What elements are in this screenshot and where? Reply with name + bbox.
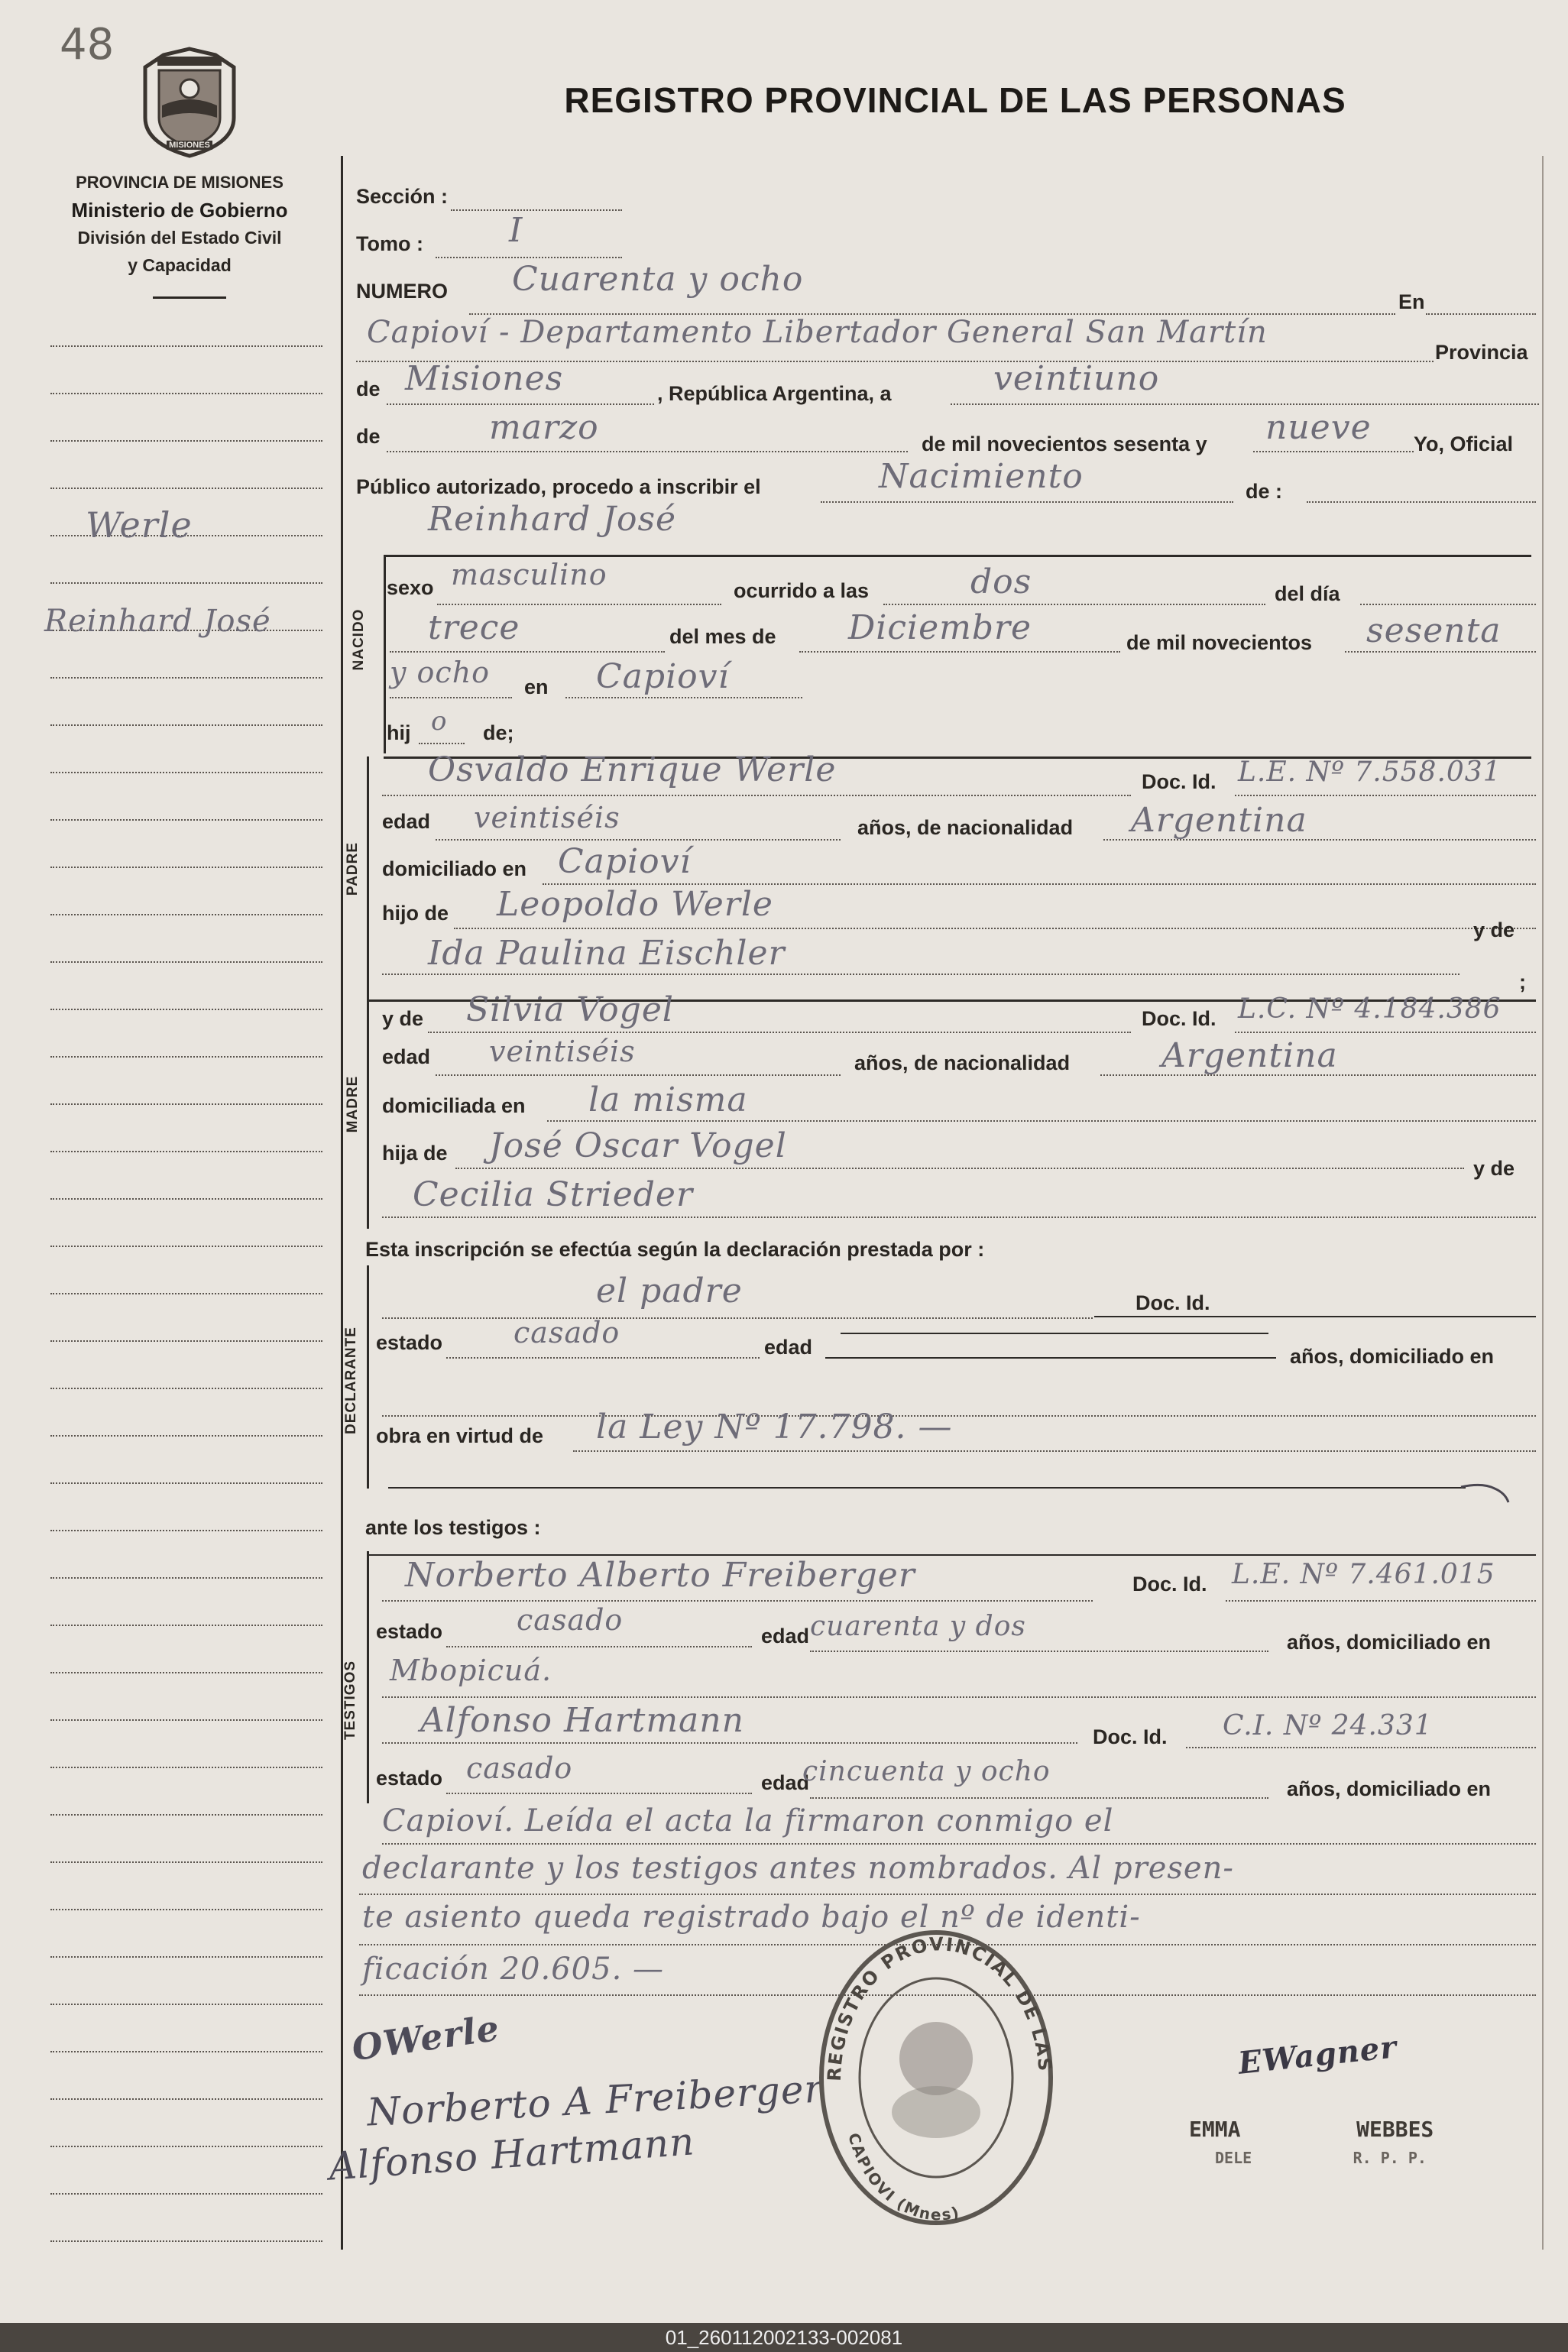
- closing-line-2: [359, 1894, 1536, 1895]
- coat-of-arms-emblem: [136, 44, 243, 159]
- label-testigo2-doc: Doc. Id.: [1093, 1725, 1168, 1748]
- label-testigo2-edad: edad: [761, 1771, 810, 1794]
- label-padre-nacionalidad: años, de nacionalidad: [857, 816, 1074, 839]
- label-publico: Público autorizado, procedo a inscribir el: [356, 475, 761, 498]
- padre-side-rule: [367, 756, 369, 1001]
- value-testigo1-doc: L.E. Nº 7.461.015: [1232, 1559, 1495, 1590]
- tomo-line: [436, 257, 622, 258]
- margin-rule: [50, 772, 322, 773]
- closing-text-2: declarante y los testigos antes nombrados. Al presen-: [362, 1851, 1234, 1886]
- label-hij: hij: [387, 721, 411, 744]
- declarante-line: [382, 1317, 1093, 1319]
- label-declarante-anios: años, domiciliado en: [1290, 1345, 1495, 1368]
- seal-label: MISIONES: [167, 141, 212, 150]
- label-obra: obra en virtud de: [376, 1424, 544, 1447]
- margin-rule: [50, 1625, 322, 1626]
- margin-rule: [50, 345, 322, 347]
- margin-rule: [50, 1956, 322, 1958]
- margin-rule: [50, 1909, 322, 1910]
- label-testigo2-anios: años, domiciliado en: [1287, 1777, 1492, 1800]
- label-testigos-intro: ante los testigos :: [365, 1516, 541, 1539]
- value-testigo1-dom: Mbopicuá.: [390, 1654, 552, 1687]
- label-padre-dom: domiciliado en: [382, 857, 527, 880]
- hora-line: [883, 604, 1265, 605]
- padre-nombre-line: [382, 795, 1131, 796]
- stamp-ring-text: REGISTRO PROVINCIAL DE LAS: [823, 1933, 1056, 2082]
- margin-rule: [50, 2051, 322, 2052]
- value-dia-registro: veintiuno: [993, 359, 1160, 398]
- madre-side-rule: [367, 999, 369, 1229]
- dia-nac-line: [390, 651, 665, 653]
- declarante-doc-rule: [1094, 1316, 1536, 1317]
- margin-rule: [50, 440, 322, 442]
- right-border-rule: [1542, 156, 1544, 2250]
- value-anio-nac-2: y ocho: [390, 656, 491, 689]
- official-title: DELE R. P. P.: [1215, 2149, 1427, 2167]
- label-madre-y-de-2: y de: [1473, 1157, 1515, 1180]
- declarante-edad-rule-1: [841, 1333, 1268, 1334]
- value-padre-doc: L.E. Nº 7.558.031: [1238, 756, 1502, 788]
- nacido-side-rule: [384, 555, 386, 753]
- mes-registro-line: [387, 451, 908, 452]
- seccion-line: [451, 209, 622, 211]
- value-lugar-nac: Capioví: [596, 657, 730, 696]
- section-nacido: NACIDO: [351, 608, 367, 671]
- hij-suffix-line: [419, 743, 465, 744]
- image-caption: 01_260112002133-002081: [0, 2323, 1568, 2352]
- value-testigo2-edad: cincuenta y ocho: [802, 1756, 1051, 1787]
- margin-rule: [50, 1056, 322, 1058]
- margin-rule: [50, 1293, 322, 1294]
- margin-rule: [50, 1577, 322, 1579]
- label-padre-doc: Doc. Id.: [1142, 770, 1216, 793]
- value-padre-dom: Capioví: [558, 842, 692, 881]
- value-madre-nac: Argentina: [1161, 1036, 1338, 1075]
- value-testigo1: Norberto Alberto Freiberger: [405, 1556, 915, 1595]
- label-testigo1-anios: años, domiciliado en: [1287, 1631, 1492, 1654]
- value-testigo2: Alfonso Hartmann: [420, 1701, 744, 1740]
- label-testigo1-edad: edad: [761, 1625, 810, 1647]
- margin-rule: [50, 1530, 322, 1531]
- value-padre-nombre: Osvaldo Enrique Werle: [428, 750, 837, 789]
- madre-nombre-line: [428, 1032, 1131, 1033]
- value-madre-dom: la misma: [588, 1080, 748, 1119]
- value-sexo: masculino: [451, 558, 607, 591]
- value-hijo-suffix: o: [431, 706, 448, 737]
- label-ocurrido: ocurrido a las: [734, 579, 870, 602]
- anio-nac-line: [1345, 651, 1536, 653]
- margin-rule: [50, 2146, 322, 2147]
- label-tomo: Tomo :: [356, 232, 423, 255]
- label-madre-dom: domiciliada en: [382, 1094, 526, 1117]
- margin-rule: [50, 914, 322, 915]
- margin-rule: [50, 1340, 322, 1342]
- label-madre-hija-de: hija de: [382, 1142, 448, 1165]
- testigo1-dom-line: [382, 1696, 1536, 1698]
- margin-rule: [50, 2240, 322, 2242]
- label-testigo1-doc: Doc. Id.: [1132, 1573, 1207, 1596]
- label-de-semicolon: de;: [483, 721, 514, 744]
- section-padre: PADRE: [345, 841, 361, 896]
- margin-rule: [50, 1482, 322, 1484]
- page-number: 48: [60, 20, 115, 70]
- margin-rule: [50, 677, 322, 679]
- label-en-lugar: en: [524, 675, 549, 698]
- org-capacity: y Capacidad: [128, 255, 232, 275]
- testigo1-line: [382, 1600, 1093, 1602]
- closing-text-4: ficación 20.605. —: [362, 1952, 664, 1987]
- label-provincia: Provincia: [1435, 341, 1528, 364]
- madre-edad-line: [436, 1074, 841, 1076]
- en-trail-line: [1426, 313, 1536, 315]
- margin-rule: [50, 1009, 322, 1010]
- value-anio-registro: nueve: [1265, 408, 1372, 447]
- value-madre-madre: Cecilia Strieder: [413, 1175, 693, 1214]
- label-mil-sesenta: de mil novecientos sesenta y: [922, 432, 1207, 455]
- anio-nac-2-line: [390, 697, 512, 698]
- nacido-top-rule: [384, 555, 1531, 557]
- margin-rule: [50, 2004, 322, 2005]
- margin-rule: [50, 961, 322, 963]
- margin-given-names: Reinhard José: [44, 604, 271, 639]
- label-madre-nacionalidad: años, de nacionalidad: [854, 1051, 1071, 1074]
- padre-doc-line: [1235, 795, 1536, 796]
- label-sexo: sexo: [387, 576, 434, 599]
- value-padre-madre: Ida Paulina Eischler: [428, 934, 786, 973]
- sexo-line: [437, 604, 721, 605]
- value-testigo2-doc: C.I. Nº 24.331: [1223, 1710, 1433, 1741]
- org-divider: [153, 296, 226, 299]
- section-madre: MADRE: [345, 1075, 361, 1133]
- value-obra: la Ley Nº 17.798. —: [596, 1408, 953, 1447]
- margin-rule: [50, 582, 322, 584]
- value-mes-registro: marzo: [489, 408, 599, 447]
- value-lugar: Capioví - Departamento Libertador General San Martín: [367, 315, 1268, 350]
- anio-registro-line: [1253, 451, 1414, 452]
- value-padre-nac: Argentina: [1131, 801, 1307, 840]
- margin-rule: [50, 1672, 322, 1673]
- margin-rule: [50, 1435, 322, 1437]
- label-mil-novecientos: de mil novecientos: [1126, 631, 1313, 654]
- value-madre-nombre: Silvia Vogel: [466, 990, 674, 1029]
- margin-rule: [50, 1246, 322, 1247]
- label-declarante-estado: estado: [376, 1331, 443, 1354]
- stamp-bottom-text: CAPIOVI (Mnes): [844, 2130, 963, 2224]
- margin-rule: [50, 2098, 322, 2100]
- value-testigo1-edad: cuarenta y dos: [810, 1611, 1026, 1642]
- label-del-dia: del día: [1275, 582, 1340, 605]
- testigo2-edad-line: [810, 1797, 1268, 1799]
- padre-padre-line: [454, 928, 1536, 929]
- value-acto: Nacimiento: [879, 457, 1084, 496]
- value-numero: Cuarenta y ocho: [512, 260, 804, 299]
- label-declarante-edad: edad: [764, 1336, 813, 1359]
- label-madre-edad: edad: [382, 1045, 431, 1068]
- margin-rule: [50, 1151, 322, 1152]
- org-province: PROVINCIA DE MISIONES: [76, 173, 283, 192]
- value-madre-doc: L.C. Nº 4.184.386: [1238, 993, 1502, 1025]
- signature-witness-1: Norberto A Freiberger: [365, 2066, 824, 2135]
- value-mes-nac: Diciembre: [848, 608, 1032, 647]
- closing-line-1: [382, 1843, 1536, 1845]
- page-title: REGISTRO PROVINCIAL DE LAS PERSONAS: [564, 80, 1346, 120]
- value-padre-padre: Leopoldo Werle: [497, 885, 773, 924]
- madre-dom-line: [547, 1120, 1536, 1122]
- madre-padre-line: [455, 1168, 1464, 1169]
- margin-rule: [50, 867, 322, 868]
- registry-stamp: [795, 1906, 1077, 2242]
- value-madre-padre: José Oscar Vogel: [489, 1126, 787, 1165]
- margin-rule: [50, 2193, 322, 2195]
- testigo2-estado-line: [446, 1793, 752, 1794]
- closing-text-1: Capioví. Leída el acta la firmaron conmigo el: [382, 1803, 1114, 1839]
- mes-nac-line: [799, 651, 1120, 653]
- margin-rule: [50, 1767, 322, 1768]
- declarante-estado-line: [446, 1357, 760, 1359]
- value-testigo1-estado: casado: [517, 1603, 624, 1637]
- value-anio-nac-1: sesenta: [1366, 611, 1502, 650]
- declarante-dom-line: [382, 1415, 1536, 1417]
- margin-rule: [50, 724, 322, 726]
- margin-rule: [50, 1861, 322, 1863]
- label-testigo1-estado: estado: [376, 1620, 443, 1643]
- org-division: División del Estado Civil: [77, 228, 282, 248]
- margin-surname: Werle: [86, 504, 193, 546]
- padre-madre-line: [382, 974, 1459, 975]
- value-provincia: Misiones: [405, 359, 564, 398]
- value-hora: dos: [970, 562, 1032, 601]
- label-padre-hijo-de: hijo de: [382, 902, 449, 925]
- value-tomo: I: [509, 211, 523, 250]
- value-padre-edad: veintiséis: [474, 801, 620, 834]
- testigo2-line: [382, 1742, 1077, 1744]
- value-declarante-estado: casado: [513, 1316, 620, 1349]
- label-de-colon: de :: [1246, 480, 1283, 503]
- lugar-nac-line: [565, 697, 802, 698]
- padre-edad-line: [436, 839, 841, 841]
- signature-witness-2: Alfonso Hartmann: [327, 2119, 697, 2189]
- label-testigo2-estado: estado: [376, 1767, 443, 1790]
- margin-rule: [50, 393, 322, 394]
- label-numero: NUMERO: [356, 280, 448, 303]
- value-testigo2-estado: casado: [466, 1751, 573, 1785]
- dia-registro-line: [951, 403, 1539, 405]
- value-madre-edad: veintiséis: [489, 1035, 636, 1068]
- value-declarante: el padre: [596, 1272, 743, 1310]
- provincia-line: [387, 403, 654, 405]
- del-dia-trail: [1360, 604, 1536, 605]
- testigo2-doc-line: [1186, 1747, 1536, 1748]
- label-declaracion: Esta inscripción se efectúa según la declaración prestada por :: [365, 1238, 985, 1261]
- testigo1-estado-line: [446, 1646, 752, 1647]
- margin-rule: [50, 1198, 322, 1200]
- label-padre-semicolon: ;: [1519, 970, 1526, 993]
- testigo1-doc-line: [1226, 1600, 1536, 1602]
- declarante-edad-rule-2: [825, 1357, 1276, 1359]
- label-republica: , República Argentina, a: [657, 382, 892, 405]
- org-ministry: Ministerio de Gobierno: [71, 199, 288, 222]
- signature-official: EWagner: [1236, 2029, 1399, 2081]
- label-del-mes: del mes de: [669, 625, 776, 648]
- margin-rule: [50, 819, 322, 821]
- de-colon-trail: [1307, 501, 1536, 503]
- signature-declarant: OWerle: [349, 2007, 503, 2069]
- value-dia-nac: trece: [428, 608, 520, 647]
- margin-rule: [50, 488, 322, 489]
- section-testigos: TESTIGOS: [342, 1660, 358, 1741]
- label-madre-doc: Doc. Id.: [1142, 1007, 1216, 1030]
- declarante-side-rule: [367, 1265, 369, 1489]
- label-de-mes: de: [356, 425, 381, 448]
- value-nombre: Reinhard José: [428, 500, 677, 539]
- margin-rule: [50, 1103, 322, 1105]
- testigos-side-rule: [367, 1551, 369, 1803]
- acto-line: [821, 501, 1233, 503]
- margin-rule: [50, 1814, 322, 1816]
- label-madre-y-de: y de: [382, 1007, 424, 1030]
- madre-madre-line: [382, 1216, 1536, 1218]
- label-de-provincia: de: [356, 377, 381, 400]
- label-yo-oficial: Yo, Oficial: [1414, 432, 1514, 455]
- label-padre-edad: edad: [382, 810, 431, 833]
- official-name: EMMA WEBBES: [1189, 2117, 1434, 2142]
- section-declarante: DECLARANTE: [343, 1327, 359, 1434]
- obra-line: [573, 1450, 1536, 1452]
- madre-doc-line: [1235, 1032, 1536, 1033]
- label-seccion: Sección :: [356, 185, 449, 208]
- obra-rule: [388, 1487, 1466, 1489]
- label-declarante-doc: Doc. Id.: [1136, 1291, 1210, 1314]
- margin-rule: [50, 1388, 322, 1389]
- label-padre-y-de: y de: [1473, 918, 1515, 941]
- label-en: En: [1398, 290, 1425, 313]
- obra-flourish: [1459, 1475, 1521, 1505]
- left-border-rule: [341, 156, 343, 2250]
- closing-text-3: te asiento queda registrado bajo el nº de identi-: [362, 1900, 1141, 1935]
- testigo1-edad-line: [810, 1651, 1268, 1652]
- margin-rule: [50, 1719, 322, 1721]
